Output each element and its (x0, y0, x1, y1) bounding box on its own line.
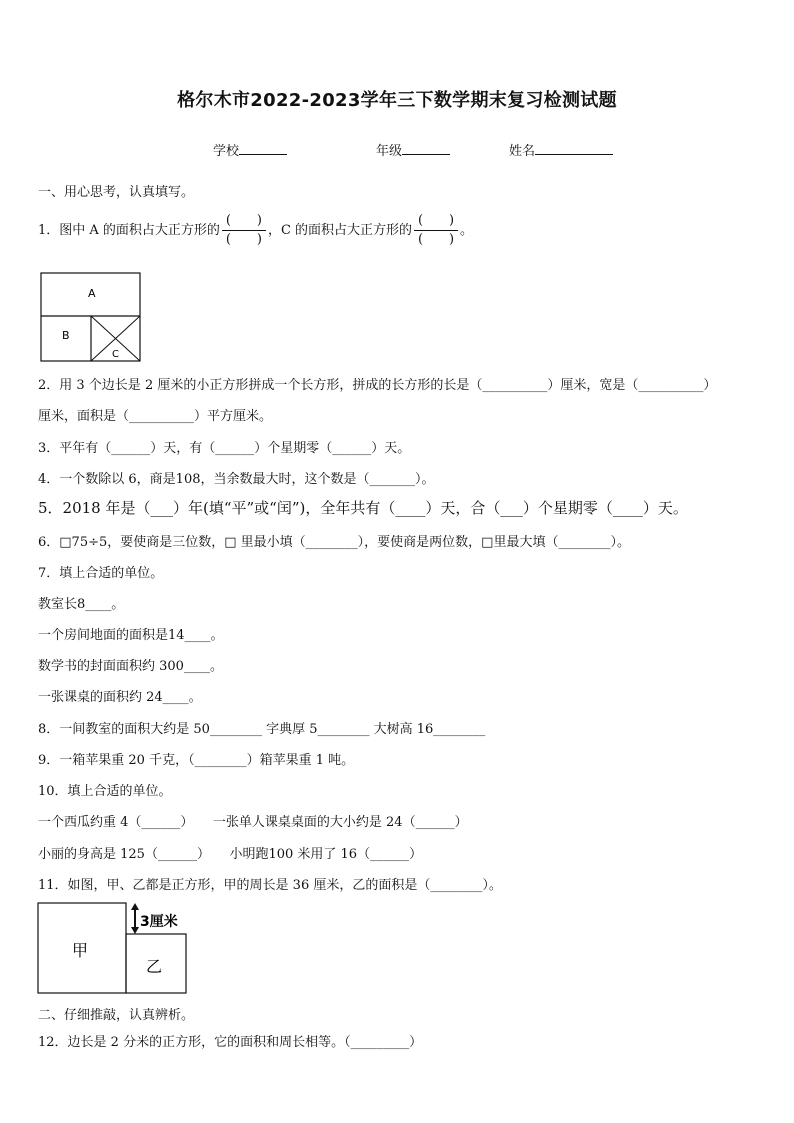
q1-text-mid: ，C 的面积占大正方形的 (267, 223, 413, 238)
question-9: 9．一箱苹果重 20 千克，（________）箱苹果重 1 吨。 (38, 753, 355, 768)
question-7d: 一张课桌的面积约 24____。 (38, 690, 202, 705)
question-10b: 小丽的身高是 125（______） 小明跑100 米用了 16（______） (38, 847, 423, 862)
question-2-line-2: 厘米，面积是（__________）平方厘米。 (38, 409, 273, 424)
square-figure-1 (40, 272, 142, 364)
question-10a: 一个西瓜约重 4（______） 一张单人课桌桌面的大小约是 24（______） (38, 815, 468, 830)
label-jia: 甲 (72, 941, 89, 960)
label-b: B (62, 329, 70, 342)
name-label: 姓名 (509, 144, 536, 159)
label-c: C (112, 349, 119, 360)
label-a: A (88, 287, 96, 300)
question-6: 6．□75÷5，要使商是三位数，□ 里最小填（________），要使商是两位数，□里最大填（________）。 (38, 535, 630, 550)
question-2-line-1: 2．用 3 个边长是 2 厘米的小正方形拼成一个长方形，拼成的长方形的长是（__________）厘米，宽是（__________） (38, 378, 717, 393)
question-3: 3．平年有（______）天，有（______）个星期零（______）天。 (38, 441, 411, 456)
arrow-head-up (131, 903, 139, 910)
q1-fraction-c-numerator: ( ) (417, 213, 455, 228)
q1-fraction-a[interactable] (222, 212, 266, 249)
school-blank[interactable] (239, 142, 287, 155)
question-7a: 教室长8____。 (38, 597, 125, 612)
question-7c: 数学书的封面面积约 300____。 (38, 659, 223, 674)
grade-field (376, 140, 450, 159)
question-1 (38, 212, 473, 249)
q1-fraction-c[interactable] (414, 212, 458, 249)
school-field (213, 140, 287, 159)
question-7b: 一个房间地面的面积是14____。 (38, 628, 224, 643)
school-label: 学校 (213, 144, 240, 159)
question-7: 7．填上合适的单位。 (38, 566, 164, 581)
q1-text-pre: 1．图中 A 的面积占大正方形的 (38, 223, 220, 238)
section-2-heading: 二、仔细推敲，认真辨析。 (38, 1008, 195, 1023)
question-5: 5．2018 年是（___）年(填“平”或“闰”)，全年共有（____）天，合（___）个星期零（____）天。 (38, 499, 688, 517)
grade-label: 年级 (376, 144, 403, 159)
question-8: 8．一间教室的面积大约是 50________ 字典厚 5________ 大树高 16________ (38, 722, 486, 737)
square-figure-11 (37, 902, 197, 996)
question-11: 11．如图，甲、乙都是正方形，甲的周长是 36 厘米，乙的面积是（________）。 (38, 878, 502, 893)
q1-fraction-a-numerator: ( ) (225, 213, 263, 228)
q1-fraction-c-denominator: ( ) (417, 232, 455, 247)
name-blank[interactable] (535, 142, 613, 155)
question-12: 12．边长是 2 分米的正方形，它的面积和周长相等。（_________） (38, 1035, 423, 1050)
section-1-heading: 一、用心思考，认真填写。 (38, 185, 195, 200)
q1-text-end: 。 (460, 223, 474, 238)
arrow-head-down (131, 927, 139, 934)
grade-blank[interactable] (402, 142, 450, 155)
page-title: 格尔木市2022-2023学年三下数学期末复习检测试题 (177, 90, 617, 111)
q1-fraction-a-denominator: ( ) (225, 232, 263, 247)
name-field (509, 140, 613, 159)
question-4: 4．一个数除以 6，商是108，当余数最大时，这个数是（_______）。 (38, 472, 435, 487)
label-yi: 乙 (146, 957, 163, 976)
question-10: 10．填上合适的单位。 (38, 784, 172, 799)
label-length: 3厘米 (140, 914, 178, 930)
